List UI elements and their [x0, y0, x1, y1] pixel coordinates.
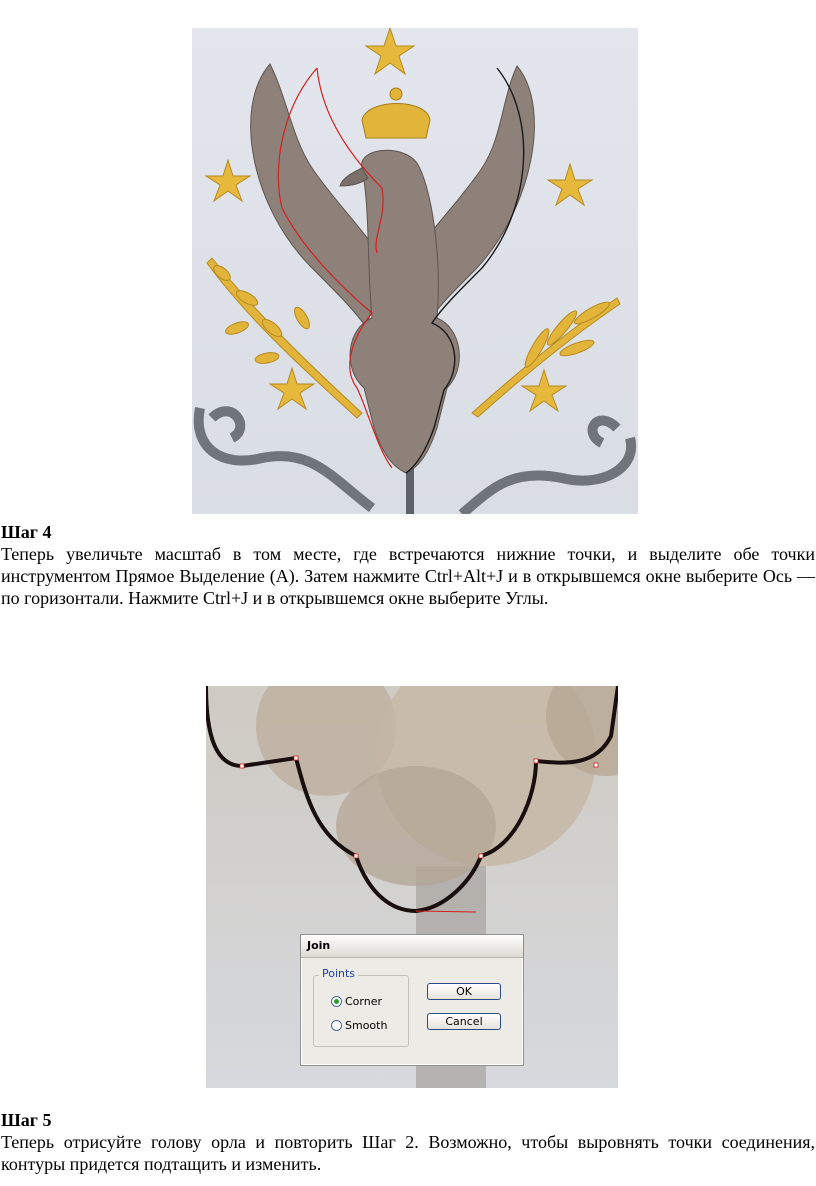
- points-group: [313, 975, 409, 1047]
- zoomed-path-screenshot: [206, 686, 618, 1088]
- smooth-option-label: Smooth: [345, 1019, 388, 1032]
- join-dialog: [300, 934, 524, 1066]
- step4-text: Теперь увеличьте масштаб в том месте, где встречаются нижние точки, и выделите обе точки инструментом Прямое Выделение (А). Затем нажмите Ctrl+Alt+J и в открывшемся окне выберите Ось — по горизонтали. Нажмите Ctrl+J и в открывшемся окне выберите Углы.: [1, 544, 815, 608]
- smooth-option[interactable]: [331, 1019, 387, 1032]
- step4-title: Шаг 4: [1, 522, 52, 542]
- step5-title: Шаг 5: [1, 1110, 52, 1130]
- corner-option-label: Corner: [345, 995, 383, 1008]
- points-group-label: Points: [319, 967, 358, 980]
- corner-option[interactable]: [331, 995, 382, 1008]
- step5-text: Теперь отрисуйте голову орла и повторить Шаг 2. Возможно, чтобы выровнять точки соединения, контуры придется подтащить и изменить.: [1, 1132, 815, 1174]
- radio-unchecked-icon[interactable]: [331, 1020, 342, 1031]
- eagle-photo: [192, 28, 638, 514]
- radio-checked-icon[interactable]: [331, 996, 342, 1007]
- cancel-button[interactable]: Cancel: [427, 1013, 501, 1030]
- ok-button[interactable]: OK: [427, 983, 501, 1000]
- dialog-title: Join: [301, 935, 523, 958]
